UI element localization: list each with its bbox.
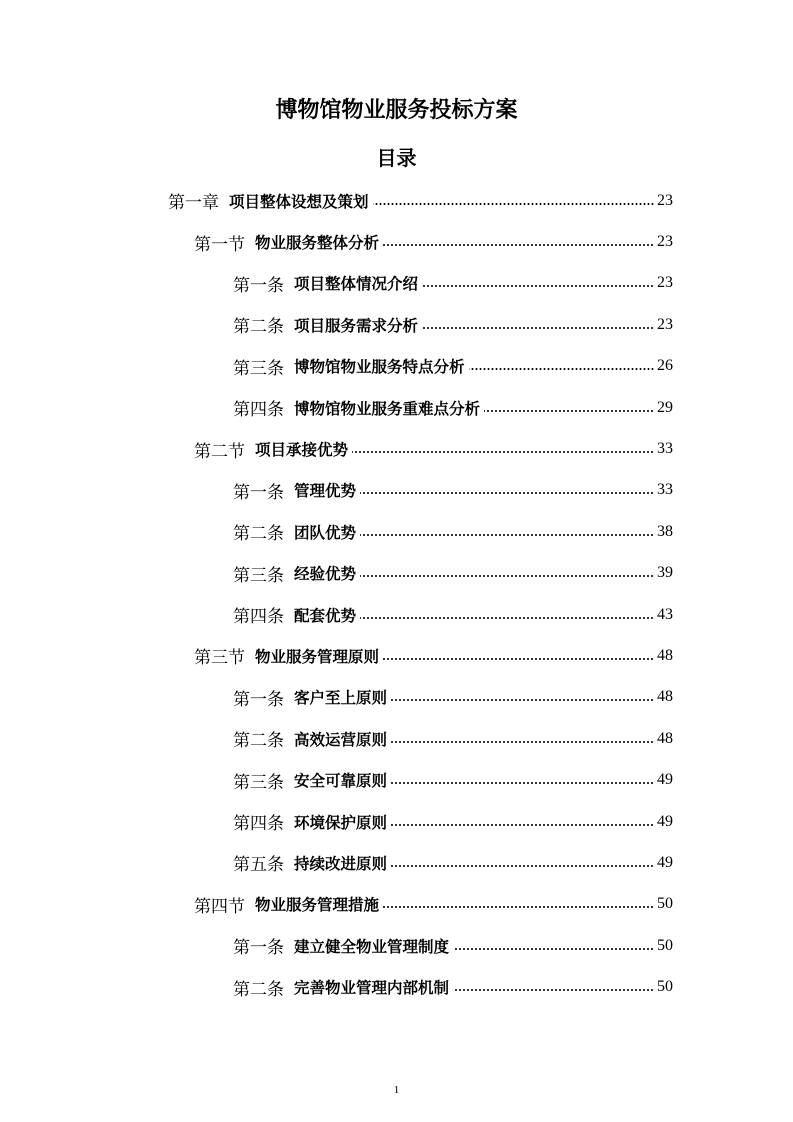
toc-entry-title: 项目承接优势 [255,441,349,460]
toc-dot-leader [391,819,654,831]
toc-entry-page: 50 [657,936,673,954]
toc-entry-number: 第二条 [233,317,284,337]
toc-entry-title: 建立健全物业管理制度 [294,937,450,956]
toc-entry-page: 49 [657,853,673,871]
toc-entry-page: 48 [657,646,673,664]
toc-entry-title: 博物馆物业服务重难点分析 [294,399,481,418]
toc-entry-article[interactable] [0,387,793,428]
toc-dot-leader [352,446,654,458]
toc-entry-number: 第三条 [233,772,284,792]
toc-dot-leader [391,694,654,706]
toc-entry-article[interactable] [0,677,793,718]
toc-entry-page: 38 [657,522,673,540]
toc-entry-page: 39 [657,564,673,582]
toc-dot-leader [422,322,654,334]
toc-entry-article[interactable] [0,511,793,552]
toc-entry-title: 团队优势 [294,523,357,542]
table-of-contents [0,180,793,1008]
toc-entry-number: 第一条 [233,275,284,295]
toc-dot-leader [360,529,654,541]
toc-dot-leader [360,612,654,624]
toc-entry-title: 博物馆物业服务特点分析 [294,358,465,377]
toc-dot-leader [391,777,654,789]
toc-entry-title: 完善物业管理内部机制 [294,979,450,998]
toc-dot-leader [484,405,654,417]
toc-entry-section-2[interactable] [0,428,793,469]
toc-dot-leader [391,736,654,748]
toc-entry-number: 第一条 [233,938,284,958]
toc-dot-leader [453,943,654,955]
toc-entry-title: 高效运营原则 [294,730,388,749]
toc-entry-article[interactable] [0,801,793,842]
toc-entry-article[interactable] [0,594,793,635]
toc-entry-title: 环境保护原则 [294,813,388,832]
toc-entry-section-1[interactable] [0,221,793,262]
toc-entry-article[interactable] [0,553,793,594]
toc-entry-title: 管理优势 [294,482,357,501]
toc-entry-title: 安全可靠原则 [294,772,388,791]
toc-entry-article[interactable] [0,925,793,966]
toc-entry-title: 项目整体设想及策划 [229,192,369,211]
toc-entry-article[interactable] [0,470,793,511]
toc-entry-title: 物业服务整体分析 [255,234,380,253]
toc-entry-title: 物业服务管理措施 [255,896,380,915]
toc-entry-number: 第二节 [194,441,245,461]
toc-dot-leader [383,653,654,665]
toc-dot-leader [373,198,654,210]
toc-entry-number: 第一条 [233,482,284,502]
toc-entry-number: 第三条 [233,358,284,378]
toc-entry-title: 项目整体情况介绍 [294,275,419,294]
toc-entry-article[interactable] [0,304,793,345]
toc-entry-number: 第二条 [233,731,284,751]
toc-entry-section-4[interactable] [0,884,793,925]
toc-entry-page: 33 [657,440,673,458]
toc-entry-page: 23 [657,315,673,333]
toc-dot-leader [422,280,654,292]
toc-entry-number: 第三条 [233,565,284,585]
toc-entry-number: 第二条 [233,979,284,999]
toc-entry-page: 50 [657,978,673,996]
toc-entry-number: 第一节 [194,234,245,254]
toc-entry-article[interactable] [0,718,793,759]
toc-entry-page: 49 [657,771,673,789]
toc-entry-article[interactable] [0,842,793,883]
toc-entry-page: 49 [657,812,673,830]
toc-dot-leader [469,363,654,375]
toc-dot-leader [383,901,654,913]
toc-entry-title: 持续改进原则 [294,854,388,873]
toc-entry-chapter-1[interactable] [0,180,793,221]
toc-entry-number: 第四节 [194,896,245,916]
document-title: 博物馆物业服务投标方案 [275,98,518,123]
toc-entry-page: 48 [657,688,673,706]
toc-entry-page: 23 [657,233,673,251]
toc-entry-number: 第一章 [168,193,219,213]
toc-entry-page: 26 [657,357,673,375]
toc-entry-page: 43 [657,605,673,623]
toc-entry-number: 第四条 [233,607,284,627]
toc-entry-title: 项目服务需求分析 [294,316,419,335]
toc-entry-title: 经验优势 [294,565,357,584]
toc-entry-page: 48 [657,729,673,747]
toc-entry-page: 23 [657,274,673,292]
toc-entry-page: 29 [657,398,673,416]
toc-heading: 目录 [376,146,417,170]
toc-entry-number: 第三节 [194,648,245,668]
toc-entry-title: 客户至上原则 [294,689,388,708]
toc-entry-page: 23 [657,191,673,209]
toc-dot-leader [360,570,654,582]
toc-entry-article[interactable] [0,759,793,800]
toc-entry-page: 50 [657,895,673,913]
toc-entry-number: 第二条 [233,524,284,544]
page-number: 1 [393,1084,400,1096]
toc-entry-title: 配套优势 [294,606,357,625]
toc-entry-section-3[interactable] [0,635,793,676]
toc-dot-leader [453,984,654,996]
toc-dot-leader [360,487,654,499]
toc-entry-article[interactable] [0,346,793,387]
toc-entry-number: 第一条 [233,689,284,709]
toc-entry-number: 第五条 [233,855,284,875]
toc-entry-article[interactable] [0,263,793,304]
toc-dot-leader [383,239,654,251]
toc-entry-number: 第四条 [233,814,284,834]
toc-entry-article[interactable] [0,966,793,1007]
toc-dot-leader [391,860,654,872]
toc-entry-title: 物业服务管理原则 [255,647,380,666]
toc-entry-number: 第四条 [233,400,284,420]
toc-entry-page: 33 [657,481,673,499]
